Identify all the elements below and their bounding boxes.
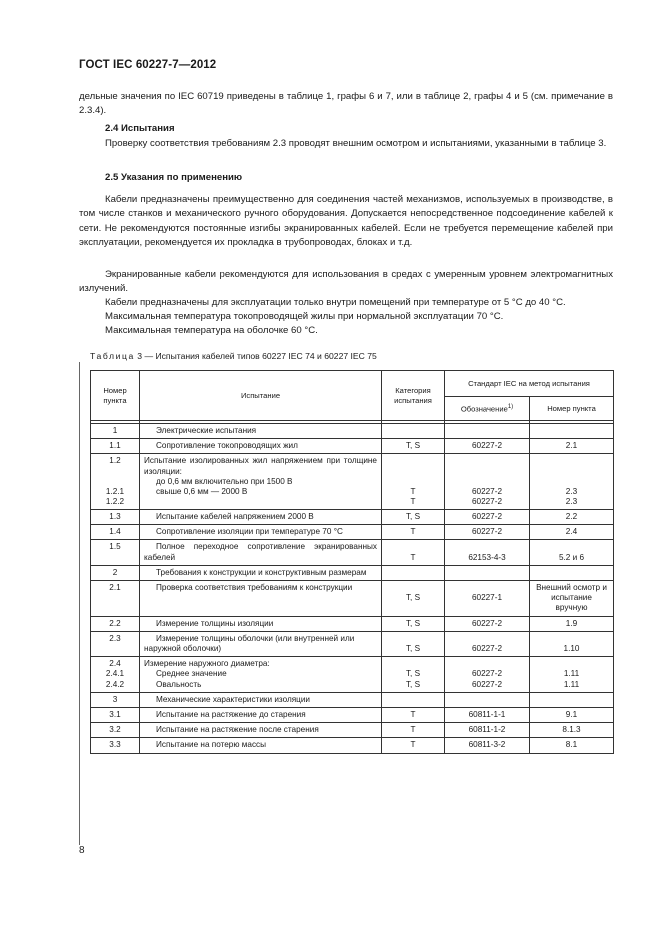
table-row: 3 Механические характеристики изоляции	[91, 692, 614, 707]
section-2-4-text: Проверку соответствия требованиям 2.3 проводят внешним осмотром и испытаниями, указанными в таблице 3.	[105, 138, 607, 149]
section-2-5-paragraph-4: Максимальная температура токопроводящей жилы при нормальной эксплуатации 70 °С.	[105, 311, 504, 322]
table-row: 1.5 Полное переходное сопротивление экранированных кабелей T 62153-4-3 5.2 и 6	[91, 540, 614, 565]
table-row: 3.2 Испытание на растяжение после старения T 60811-1-2 8.1.3	[91, 723, 614, 738]
table-row: 1 Электрические испытания	[91, 424, 614, 439]
table-row: 2.3 Измерение толщины оболочки (или внутренней или наружной оболочки) T, S 60227-2 1.10	[91, 631, 614, 656]
table-caption: Таблица 3 — Испытания кабелей типов 60227 IEC 74 и 60227 IEC 75	[90, 351, 377, 361]
page-number: 8	[79, 845, 85, 856]
tests-table	[90, 370, 614, 754]
section-2-4-title: 2.4 Испытания	[105, 123, 175, 134]
table-row: 1.3 Испытание кабелей напряжением 2000 В T, S 60227-2 2.2	[91, 510, 614, 525]
header-category: Категория испытания	[382, 371, 445, 421]
header-number: Номер пункта	[91, 371, 140, 421]
section-2-5-paragraph-3: Кабели предназначены для эксплуатации только внутри помещений при температуре от 5 °С до 40 °С.	[105, 297, 566, 308]
header-designation: Обозначение$^{1)}$	[445, 397, 530, 421]
table-row: 3.1 Испытание на растяжение до старения T 60811-1-1 9.1	[91, 708, 614, 723]
header-item: Номер пункта	[530, 397, 614, 421]
document-header: ГОСТ IEC 60227-7—2012	[79, 59, 217, 71]
table-row: 2.2 Измерение толщины изоляции T, S 60227-2 1.9	[91, 616, 614, 631]
paragraph-continuation: дельные значения по IEC 60719 приведены в таблице 1, графы 6 и 7, или в таблице 2, графы 4 и 5 (см. примечание в 2.3.4).	[79, 91, 613, 117]
table-row: 1.4 Сопротивление изоляции при температуре 70 °С T 60227-2 2.4	[91, 525, 614, 540]
table-row: 3.3 Испытание на потерю массы T 60811-3-2 8.1	[91, 738, 614, 753]
section-2-5-title: 2.5 Указания по применению	[105, 172, 243, 183]
section-2-5-paragraph-5: Максимальная температура на оболочке 60 °С.	[105, 325, 318, 336]
header-test: Испытание	[140, 371, 382, 421]
table-row: 2 Требования к конструкции и конструктивным размерам	[91, 565, 614, 580]
table-row: 1.2 1.2.1 1.2.2 Испытание изолированных жил напряжением при толщине изоляции: до 0,6 мм включительно при 1500 В свыше 0,6 мм — 2000 В T T 60227-2 60227-2 2.3 2.3	[91, 454, 614, 510]
table-row: 2.4 2.4.1 2.4.2 Измерение наружного диаметра: Среднее значение Овальность T, S T, S 60227-2 60227-2 1.11 1.11	[91, 657, 614, 693]
table-row: 1.1 Сопротивление токопроводящих жил T, S 60227-2 2.1	[91, 439, 614, 454]
header-standard: Стандарт IEC на метод испытания	[445, 371, 614, 397]
section-2-5-paragraph-1: Кабели предназначены преимущественно для соединения частей механизмов, используемых в производстве, в том числе станков и механического ручного оборудования. Допускается непосредственное подсоединение кабелей к сети. Не рекомендуются постоянные изгибы экранированных кабелей. Если не требуется перемещение кабелей при эксплуатации, рекомендуется их прокладка в трубопроводах, блоках и т.д.	[79, 194, 613, 248]
section-2-5-paragraph-2: Экранированные кабели рекомендуются для использования в средах с умеренным уровнем электромагнитных излучений.	[79, 269, 613, 295]
table-row: 2.1 Проверка соответствия требованиям к конструкции T, S 60227-1 Внешний осмотр и испытание вручную	[91, 581, 614, 617]
margin-line	[79, 362, 80, 845]
